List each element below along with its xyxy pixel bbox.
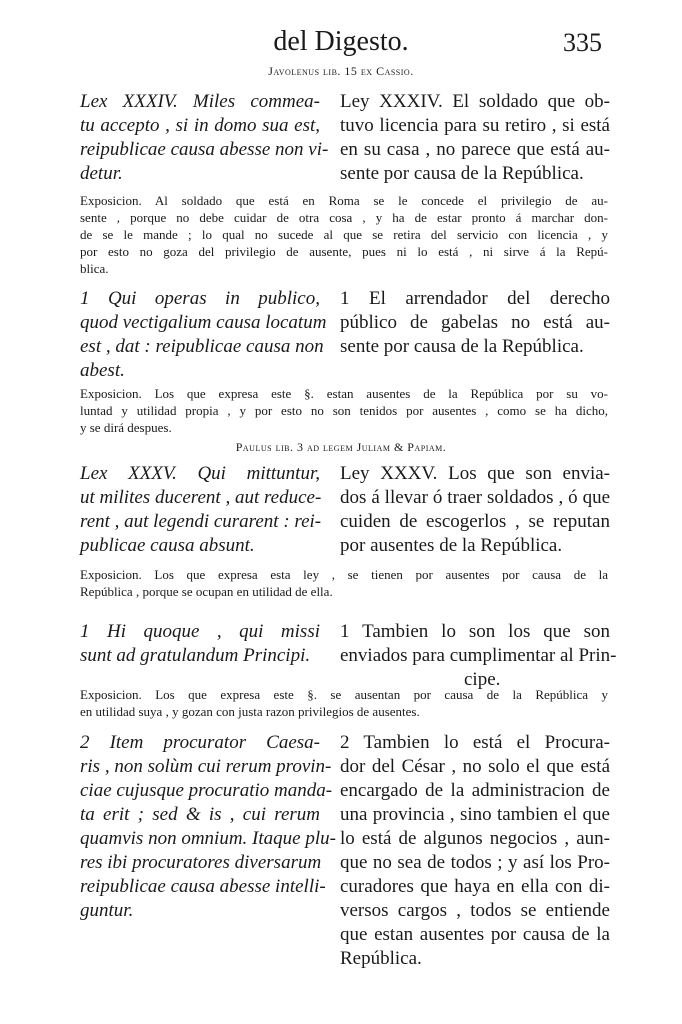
text-line: que no sea de todos ; y así los Pro- [340,852,610,873]
text-line: 1 Qui operas in publico, [80,288,320,309]
source-citation: Javolenus lib. 15 ex Cassio. [268,64,414,78]
spanish-text-paragraph-2 [340,731,610,971]
latin-text-paragraph-2 [80,731,336,923]
text-line: 1 Hi quoque , qui missi [80,621,320,642]
text-line: público de gabelas no está au- [340,312,610,333]
text-line: est , dat : reipublicae causa non [80,336,324,357]
text-line: 2 Tambien lo está el Procura- [340,732,610,753]
text-line: versos cargos , todos se entiende [340,900,610,921]
spanish-text-paragraph-1b [340,620,617,692]
text-line: tu accepto , si in domo sua est, [80,115,320,136]
spanish-text-paragraph-1 [340,287,610,359]
text-line: reipublicae causa abesse intelli- [80,876,326,897]
text-line: Lex XXXIV. Miles commea- [80,91,320,112]
spanish-text-ley-35 [340,462,610,558]
text-line: publicae causa absunt. [80,535,255,556]
running-title: del Digesto. [273,26,409,57]
text-line: sente , porque no debe cuidar de otra cosa , y ha de estar pronto á marchar don- [80,210,608,225]
text-line: lo está de algunos negocios , aun- [340,828,610,849]
spanish-text-ley-34 [340,90,610,186]
text-line: quamvis non omnium. Itaque plu- [80,828,336,849]
text-line: 2 Item procurator Caesa- [80,732,320,753]
text-line: sente por causa de la República. [340,163,584,184]
text-line: ciae cujusque procuratio manda- [80,780,333,801]
text-line: ut milites ducerent , aut reduce- [80,487,322,508]
text-line: 1 Tambien lo son los que son [340,621,610,642]
text-line: cuiden de escogerlos , se reputan [340,511,610,532]
latin-text-lex-34 [80,90,329,186]
exposicion-1 [80,192,608,277]
latin-text-paragraph-1 [80,287,327,383]
exposicion-3 [80,566,608,600]
text-line: enviados para cumplimentar al Prin- [340,645,617,666]
text-line: ris , non solùm cui rerum provin- [80,756,332,777]
text-line: luntad y utilidad propia , y por esto no son tenidos por ausentes , como se ha dicho, [80,403,608,418]
text-line: que estan ausentes por causa de la [340,924,610,945]
page-number: 335 [563,28,602,57]
text-line: blica. [80,261,109,276]
text-line: 1 El arrendador del derecho [340,288,610,309]
text-line: en utilidad suya , y gozan con justa razon privilegios de ausentes. [80,704,420,719]
text-line: de se le mande ; lo qual no sucede al que se retira del servicio con licencia , y [80,227,608,242]
exposicion-2 [80,385,608,436]
text-line: Exposicion. Al soldado que está en Roma se le concede el privilegio de au- [80,193,608,208]
text-line: en su casa , no parece que está au- [340,139,610,160]
text-line: abest. [80,360,125,381]
source-citation: Paulus lib. 3 ad legem Juliam & Papiam. [235,440,447,454]
text-line: y se dirá despues. [80,420,172,435]
text-line: tuvo licencia para su retiro , si está [340,115,610,136]
latin-text-paragraph-1b [80,620,320,668]
text-line: reipublicae causa abesse non vi- [80,139,329,160]
text-line: Exposicion. Los que expresa este §. se ausentan por causa de la República y [80,687,608,702]
page-header [0,26,682,66]
text-line: quod vectigalium causa locatum [80,312,327,333]
text-line: guntur. [80,900,134,921]
text-line: curadores que haya en ella con di- [340,876,610,897]
text-line: sunt ad gratulandum Principi. [80,645,311,666]
text-line: dor del César , no solo el que está [340,756,610,777]
text-line: dos á llevar ó traer soldados , ó que [340,487,610,508]
text-line: República , porque se ocupan en utilidad de ella. [80,584,333,599]
latin-text-lex-35 [80,462,320,558]
text-line: rent , aut legendi curarent : rei- [80,511,322,532]
text-line: ta erit ; sed & is , cui rerum [80,804,320,825]
text-line: encargado de la administracion de [340,780,610,801]
text-line: Lex XXXV. Qui mittuntur, [80,463,320,484]
text-line: Exposicion. Los que expresa esta ley , se tienen por ausentes por causa de la [80,567,608,582]
text-line: cipe. [464,669,501,690]
text-line: República. [340,948,422,969]
text-line: sente por causa de la República. [340,336,584,357]
text-line: res ibi procuratores diversarum [80,852,322,873]
text-line: detur. [80,163,123,184]
text-line: por ausentes de la República. [340,535,563,556]
exposicion-4 [80,686,608,720]
text-line: una provincia , sino tambien el que [340,804,610,825]
text-line: Exposicion. Los que expresa este §. estan ausentes de la República por su vo- [80,386,608,401]
text-line: por esto no goza del privilegio de ausente, pues ni lo está , ni sirve á la Repú- [80,244,608,259]
text-line: Ley XXXIV. El soldado que ob- [340,91,610,112]
text-line: Ley XXXV. Los que son envia- [340,463,610,484]
